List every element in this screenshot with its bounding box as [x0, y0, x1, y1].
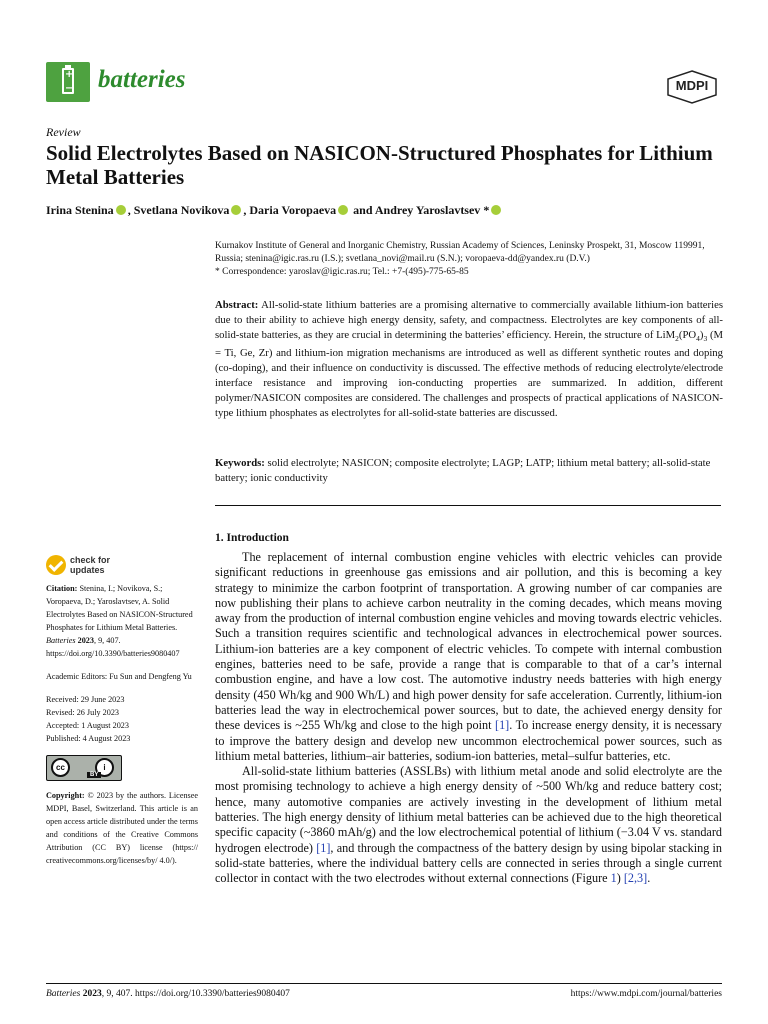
- journal-url-link[interactable]: https://www.mdpi.com/journal/batteries: [570, 989, 722, 999]
- author-name[interactable]: Irina Stenina: [46, 203, 114, 217]
- author-separator: *: [480, 203, 490, 217]
- citation: [46, 582, 198, 660]
- author-separator: ,: [243, 203, 250, 217]
- abstract-subscript: 3: [703, 334, 708, 344]
- paragraph: [215, 764, 722, 886]
- journal-name[interactable]: batteries: [98, 66, 186, 93]
- revised-date: Revised: 26 July 2023: [46, 708, 120, 717]
- updates-line2: updates: [70, 565, 105, 575]
- keywords-label: Keywords:: [215, 457, 265, 469]
- reference-link[interactable]: [1]: [316, 840, 331, 855]
- article-info-sidebar: [46, 582, 198, 877]
- abstract-label: Abstract:: [215, 299, 259, 311]
- orcid-icon[interactable]: [491, 205, 501, 215]
- footer-divider: [46, 983, 722, 984]
- author-list: [46, 203, 503, 218]
- abstract-text: All-solid-state lithium batteries are a promising alternative to commercially available lithium-ion batteries due to their ability to achieve high energy density, safety, and compactness. Electrolytes are key components of all-solid-state batteries, as they are crucial in determining the batteries’ efficiency. Herein, the structure of LiM: [215, 299, 723, 341]
- checkmark-icon: [46, 555, 66, 575]
- publisher-name: MDPI: [675, 78, 709, 93]
- footer-year: 2023: [82, 989, 102, 999]
- plus-sign: +: [65, 69, 74, 80]
- footer-journal: Batteries: [46, 989, 81, 999]
- cc-icon: cc: [51, 758, 70, 777]
- check-for-updates-button[interactable]: [46, 553, 166, 579]
- journal-logo-icon: [46, 62, 90, 102]
- article-type: Review: [46, 125, 81, 139]
- paragraph-text: All-solid-state lithium batteries (ASSLBs) with lithium metal anode and solid electrolyte are the most promising technology to achieve a high energy density of ~500 Wh/kg and reduce battery cost; hence, many automotive companies are actively investing in the development of lithium metal batteries. The high energy density of lithium metal batteries can be achieved due to the high theoretical specific capacity (~3860 mAh/g) and the low electrochemical potential of lithium (−3.04 V vs. standard hydrogen electrode): [215, 764, 722, 855]
- abstract-subscript: 4: [696, 334, 700, 344]
- copyright: [46, 789, 198, 867]
- orcid-icon[interactable]: [338, 205, 348, 215]
- reference-link[interactable]: [1]: [495, 718, 510, 733]
- history-dates: [46, 693, 198, 745]
- attribution-icon: i: [95, 758, 114, 777]
- copyright-text: © 2023 by the authors. Licensee MDPI, Basel, Switzerland. This article is an open access article distributed under the terms and conditions of the Creative Commons Attribution (CC BY) license (https:// creativecommons.org/licenses/by/ 4.0/).: [46, 791, 198, 865]
- abstract-subscript: 2: [675, 334, 679, 344]
- footer-doi-link[interactable]: , 9, 407. https://doi.org/10.3390/batteries9080407: [101, 989, 290, 999]
- figure-link[interactable]: 1: [610, 871, 617, 886]
- affiliation-address: Kurnakov Institute of General and Inorganic Chemistry, Russian Academy of Sciences, Leninsky Prospekt, 31, Moscow 119991, Russia; stenina@igic.ras.ru (I.S.); svetlana_novi@mail.ru (S.N.); voropaeva-dd@yandex.ru (D.V.): [215, 241, 705, 264]
- abstract-text: (PO: [678, 329, 697, 341]
- mdpi-logo[interactable]: [666, 70, 718, 104]
- citation-doi-link[interactable]: , 9, 407. https://doi.org/10.3390/batteries9080407: [46, 636, 180, 658]
- paragraph-text: .: [647, 871, 651, 886]
- citation-journal: Batteries: [46, 636, 76, 645]
- reference-link[interactable]: [2,3]: [623, 871, 648, 886]
- cc-by-license-badge[interactable]: [46, 755, 122, 781]
- accepted-date: Accepted: 1 August 2023: [46, 721, 129, 730]
- section-divider: [215, 505, 721, 506]
- orcid-icon[interactable]: [116, 205, 126, 215]
- received-date: Received: 29 June 2023: [46, 695, 125, 704]
- updates-line1: check for: [70, 555, 111, 565]
- section-heading: 1. Introduction: [215, 532, 289, 544]
- abstract-text: (M = Ti, Ge, Zr) and lithium-ion migration mechanisms are introduced as well as different synthetic routes and doping (co-doping), and their influence on conductivity is discussed. The effective methods of reducing electrolyte/electrode interface resistance and improving ion-conducting properties are summarized. In addition, different polymer/NASICON composites are considered. The challenges and prospects of practical applications of NASICON-type lithium phosphates as electrolytes for all-solid-state batteries are discussed.: [215, 329, 724, 420]
- paragraph-text: ): [616, 871, 624, 886]
- footer-citation: [46, 989, 290, 999]
- paragraph-text: , and through the compactness of the battery design by using bipolar stacking in solid-state batteries, where the individual battery cells are connected in series through a single current collector in contact with the two electrodes without external connections (Figure: [215, 840, 722, 886]
- abstract-text: ): [699, 329, 704, 341]
- author-separator: and: [350, 203, 375, 217]
- keywords: [215, 456, 723, 486]
- abstract: [215, 298, 723, 421]
- keywords-text: solid electrolyte; NASICON; composite electrolyte; LAGP; LATP; lithium metal battery; all-solid-state battery; ionic conductivity: [215, 457, 711, 484]
- citation-text: Stenina, I.; Novikova, S.; Voropaeva, D.; Yaroslavtsev, A. Solid Electrolytes Based on NASICON-Structured Phosphates for Lithium Metal Batteries.: [46, 584, 193, 632]
- author-separator: ,: [127, 203, 134, 217]
- copyright-label: Copyright:: [46, 791, 85, 800]
- body-text: [215, 550, 722, 887]
- cc-by-label: BY: [87, 772, 101, 778]
- minus-sign: −: [65, 83, 74, 94]
- article-title: Solid Electrolytes Based on NASICON-Structured Phosphates for Lithium Metal Batteries: [46, 141, 713, 189]
- citation-label: Citation:: [46, 584, 78, 593]
- correspondence: * Correspondence: yaroslav@igic.ras.ru; Tel.: +7-(495)-775-65-85: [215, 267, 469, 277]
- author-name[interactable]: Svetlana Novikova: [133, 203, 230, 217]
- academic-editors: Academic Editors: Fu Sun and Dengfeng Yu: [46, 672, 192, 681]
- paragraph: [215, 550, 722, 764]
- author-name[interactable]: Daria Voropaeva: [249, 203, 337, 217]
- affiliation: [215, 240, 725, 279]
- citation-year: 2023: [77, 636, 94, 645]
- orcid-icon[interactable]: [231, 205, 241, 215]
- author-name[interactable]: Andrey Yaroslavtsev: [374, 203, 481, 217]
- updates-label: [70, 555, 110, 575]
- paragraph-text: The replacement of internal combustion engine vehicles with electric vehicles can provide significant reductions in greenhouse gas emissions and air pollution, and this is becoming a key strategy to minimize the carbon footprint of transportation. A growing number of car companies are now publishing their plans to achieve carbon neutrality in the coming decades, which means moving away from the production of internal combustion engine vehicles and moving towards electric vehicles. Such a transition requires scientific and technological advances in electrochemical power sources. Lithium-ion batteries are a key component of electric vehicles. To compete with internal combustion engines, batteries need to be safe, provide a range that is comparable to that of a car’s internal combustion engine, and have a low cost. The automotive industry needs batteries with high energy density (450 Wh/kg and 900 Wh/L) and high power density for safe acceleration. Currently, lithium-ion batteries lead the way in electrochemical power sources, but to date, the achieved energy density for these devices is ~255 Wh/kg and close to the high point: [215, 550, 722, 733]
- published-date: Published: 4 August 2023: [46, 734, 131, 743]
- paragraph-text: . To increase energy density, it is necessary to improve the battery design and develop new uncommon electrochemical power sources, such as lithium metal batteries, lithium–air batteries, sodium-ion batteries, metal–sulfur batteries, etc.: [215, 718, 722, 763]
